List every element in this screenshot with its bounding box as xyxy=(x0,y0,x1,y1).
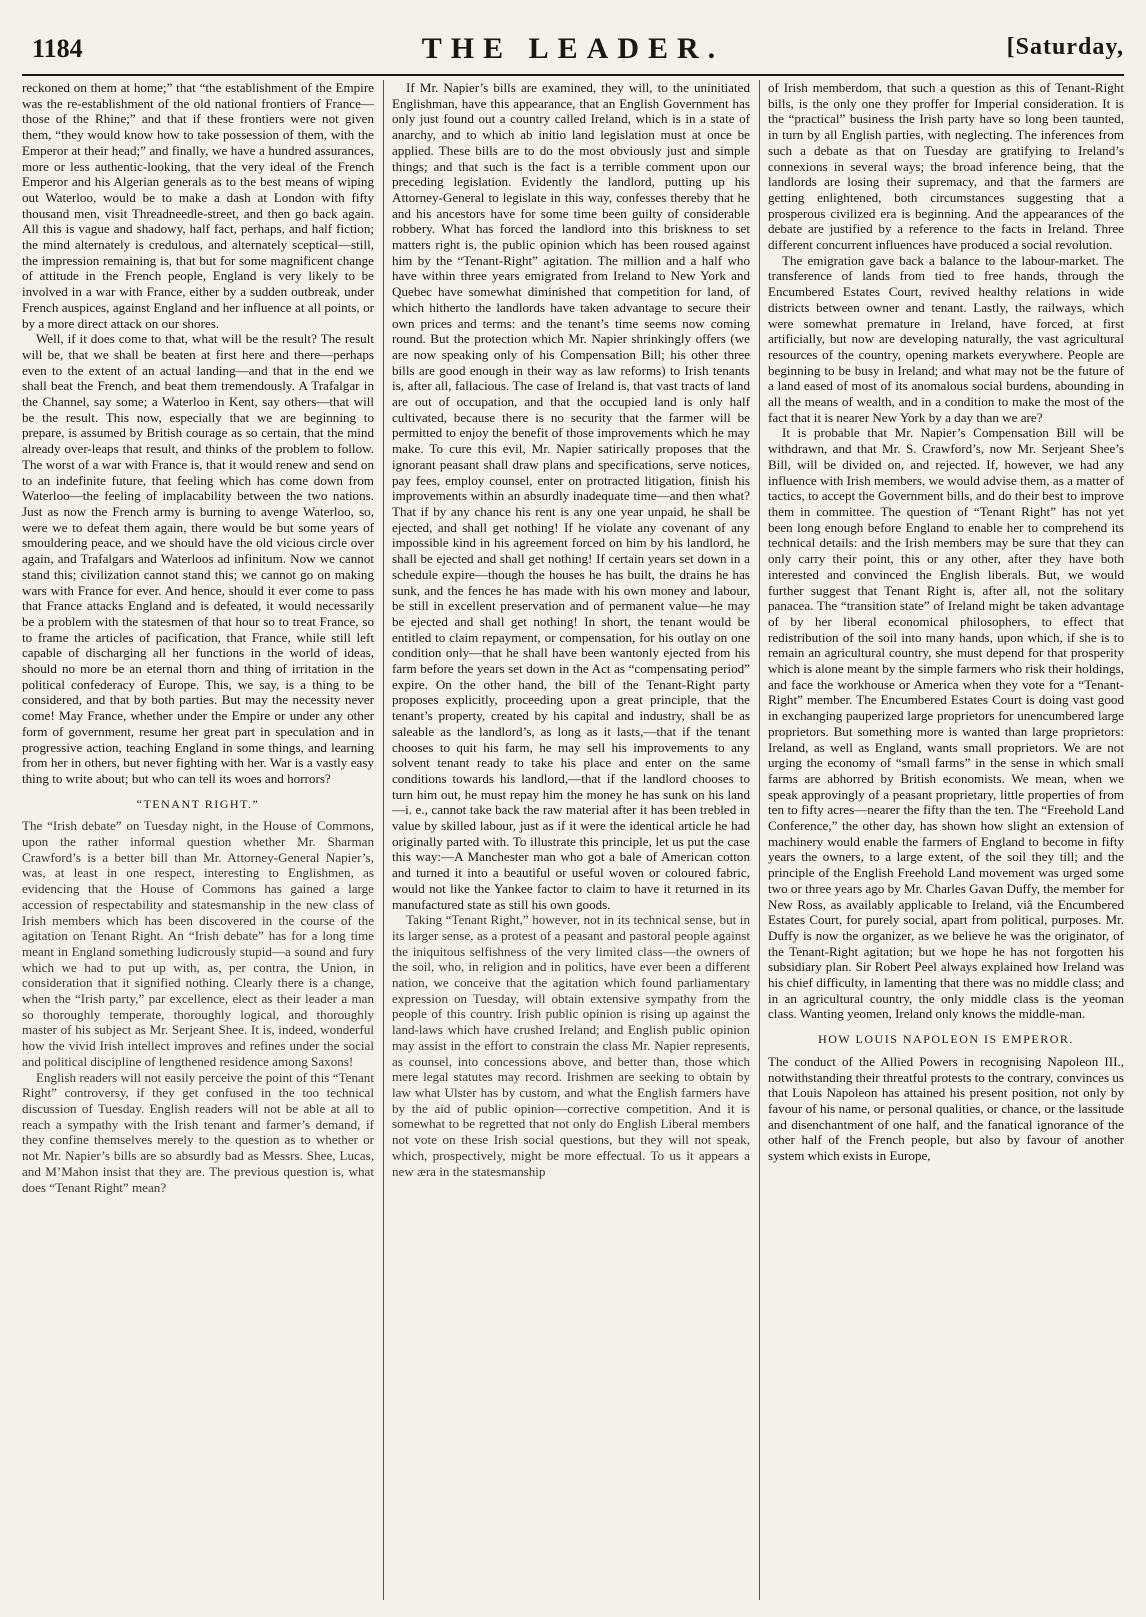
article-paragraph: Well, if it does come to that, what will be the result? The result will be, that we shall be beaten at first here and there—perhaps even to the extent of an actual landing—and that in the end we shall beat the French, and beat them tremendously. A Trafalgar in the Channel, say some; a Waterloo in Kent, say others—that will be the result. This now, especially that we are beginning to prepare, is assumed by British courage as so certain, that the mind already over-leaps that result, and thinks of the problem to follow. The worst of a war with France is, that it would renew and send on to an indefinite future, that feeling which has come down from Waterloo—the feeling of implacability between the two nations. Just as now the French army is burning to avenge Waterloo, so, were we to defeat them again, there would be but some years of smouldering peace, and we should have the old vicious circle over again, and Trafalgars and Waterloos ad infinitum. Now we cannot stand this; civilization cannot stand this; we cannot go on making wars with France for ever. And hence, should it ever come to pass that France attacks England and is defeated, it would necessarily be a problem with the statesmen of that hour so to treat France, so to frame the articles of pacification, that France, while still left capable of discharging all her functions in the world of ideas, should no more be an eternal thorn and thing of irritation in the political confederacy of Europe. This, we say, is a thing to be considered, and that by both parties. But may the necessity never come! May France, whether under the Empire or under any other form of government, resume her great part in speculation and in progressive action, teaching England in some things, and learning from her in others, but never fighting with her. War is a vastly easy thing to write about; but who can tell its woes and horrors? xyxy=(22,331,374,786)
masthead xyxy=(22,28,1124,68)
article-heading: HOW LOUIS NAPOLEON IS EMPEROR. xyxy=(818,1032,1074,1047)
article-paragraph: Taking “Tenant Right,” however, not in its technical sense, but in its larger sense, as a protest of a peasant and pastoral people against the iniquitous selfishness of the very limited class—the owners of the soil, who, in religion and in politics, have ever been a different nation, we conceive that the agitation which found parliamentary expression on Tuesday, will obtain extensive sympathy from the people of this country. Irish public opinion is rising up against the land-laws which have crushed Ireland; and English public opinion may assist in the effort to constrain the class Mr. Napier represents, as counsel, into concessions above, and better than, those which mere legal statutes may record. Irishmen are seeking to obtain by law what Ulster has by custom, and what the English farmers have by the aid of public opinion—corrective competition. And it is somewhat to be regretted that not only do English Liberal members not vote on these Irish social questions, but they will not speak, which, prospectively, might be more effectual. To us it appears a new æra in the statesmanship xyxy=(392,912,750,1179)
article-heading: “TENANT RIGHT.” xyxy=(136,796,260,811)
article-paragraph: If Mr. Napier’s bills are examined, they will, to the uninitiated Englishman, have this appearance, that an English Government has only just found out a country called Ireland, which is in a state of anarchy, and to which ab initio land legislation must at once be applied. These bills are to do the most obviously just and simple things; and that such is the fact is a terrible comment upon our preceding legislation. Evidently the landlord, putting up his Attorney-General to legislate in this way, confesses thereby that he and his ancestors have for some time been guilty of considerable robbery. What has forced the landlord into this briskness to set matters right is, the public opinion which has been roused against him by the “Tenant-Right” agitation. The million and a half who have within three years emigrated from Ireland to New York and Quebec have somewhat diminished that competition for land, of which hitherto the landlords have taken advantage to secure their own prices and terms: and the tenant’s time seems now coming round. But the protection which Mr. Napier shrinkingly offers (we are now speaking only of his Compensation Bill; his other three bills are good enough in their way as law reforms) to Irish tenants is, after all, fallacious. The case of Ireland is, that vast tracts of land are out of occupation, and that the occupied land is only half cultivated, because there is no security that the farmer will be permitted to enjoy the benefit of those improvements which he may make. To cure this evil, Mr. Napier satirically proposes that the ignorant peasant shall draw plans and specifications, serve notices, pay fees, employ counsel, enter on protracted litigation, finish his improvements within an absurdly inadequate time—and then what? That if by any chance his rent is any one year unpaid, he shall be ejected, and shall get nothing! If he violate any covenant of any impossible kind in his agreement forced on him by his landlord, he shall be ejected and shall get nothing! If certain years set down in a schedule expire—though the houses he has built, the drains he has sunk, and the fences he has made with his own money and labour, be still in excellent preservation and of permanent value—he may be ejected and shall get nothing! In short, the tenant would be entitled to claim repayment, or compensation, for his outlay on one condition only—that he shall have been wantonly ejected from his farm before the years set down in the Act as “compensating period” expire. On the other hand, the bill of the Tenant-Right party proposes explicitly, proceeding upon a great principle, that the tenant’s property, created by his capital and industry, shall be as saleable as the landlord’s, as long as it lasts,—that if the tenant chooses to quit his farm, he may sell his improvements to any solvent tenant ready to take his place and enter on the same conditions towards his landlord,—that if the landlord chooses to turn him out, he must repay him the money he has sunk on his land—i. e., cannot take back the raw material after it has been trebled in value by skilled labour, just as if it were the identical article he had originally parted with. To illustrate this principle, let us put the case this way:—A Manchester man who got a bale of American cotton and turned it into a beautiful or useful woven or coloured fabric, would not like the Yankee factor to claim to have it returned in its manufactured state as still his own goods. xyxy=(392,80,750,912)
column-divider xyxy=(759,80,760,1600)
header-rule xyxy=(22,74,1124,76)
article-paragraph: English readers will not easily perceive the point of this “Tenant Right” controversy, if they get confused in the too technical discussion of Tuesday. English readers will not be able at all to reach a sympathy with the Irish tenant and farmer’s demand, if they confine themselves merely to the question as to whether or not Mr. Napier’s bills are so absurdly bad as Messrs. Shee, Lucas, and M’Mahon insist that they are. The previous question is, what does “Tenant Right” mean? xyxy=(22,1069,374,1195)
article-paragraph: The conduct of the Allied Powers in recognising Napoleon III., notwithstanding their threatful protests to the contrary, convinces us that Louis Napoleon has attained his present position, not only by favour of his name, or personal qualities, or chance, or the lassitude and disenchantment of one half, and the fanatical ignorance of the other half of the French people, but also by favour of another system which exists in Europe, xyxy=(768,1053,1124,1164)
article-paragraph: of Irish memberdom, that such a question as this of Tenant-Right bills, is the only one they proffer for Imperial consideration. It is the “practical” business the Irish party have so long been taunted, in turn by all English parties, with neglecting. The inferences from such a debate as that on Tuesday are gratifying to Ireland’s connexions in several ways; the broad inference being, that the landlords are losing their supremacy, and that the farmers are getting enlightened, both circumstances suggesting that a prosperous civilized era is beginning. And the appearances of the debate are justified by a reference to the facts in Ireland. Three different concurrent influences have produced a social revolution. xyxy=(768,80,1124,253)
column-1 xyxy=(22,80,374,1600)
column-divider xyxy=(383,80,384,1600)
newspaper-title: THE LEADER. xyxy=(421,32,725,65)
issue-day: [Saturday, xyxy=(1006,34,1124,60)
article-paragraph: reckoned on them at home;” that “the establishment of the Empire was the re-establishment of the old national frontiers of France—those of the Rhine;” and that if these frontiers were not given them, “they would know how to take possession of them, with the Emperor at their head;” and finally, we have a hundred assurances, more or less authentic-looking, that the very ideal of the French Emperor and his Algerian generals as to the best means of wiping out Waterloo, would be to make a dash at London with fifty thousand men, visit Threadneedle-street, and then go back again. All this is vague and shadowy, half fact, perhaps, and half fiction; the mind alternately is credulous, and alternately sceptical—still, the impression remaining is, that but for some magnificent change of attitude in the French people, England is very likely to be involved in a war with France, either by a sudden outbreak, under French auspices, against England and her influence at all points, or by a more direct attack on our shores. xyxy=(22,80,374,331)
article-paragraph: It is probable that Mr. Napier’s Compensation Bill will be withdrawn, and that Mr. S. Crawford’s, now Mr. Serjeant Shee’s Bill, will be divided on, and rejected. If, however, we had any influence with Irish members, we would advise them, as a matter of tactics, to accept the Government bills, and do their best to improve them in committee. The question of “Tenant Right” has not yet been long enough before England to enable her to comprehend its technical details: and the Irish members may be sure that they can only carry their point, this or any other, after they have both interested and convinced the English liberals. But, we would further suggest that Tenant Right is, after all, not the solitary panacea. The “transition state” of Ireland might be taken advantage of by her liberal economical philosophers, to effect that redistribution of the soil into many hands, upon which, if she is to remain an agricultural country, she must depend for that prosperity which is alone meant by the simple farmers who risk their holdings, and face the workhouse or America when they vote for a “Tenant-Right” member. The Encumbered Estates Court is doing vast good in exchanging pauperized large proprietors for unencumbered large proprietors. But something more is wanted than large proprietors: Ireland, as well as England, wants small proprietors. We are not urging the economy of “small farms” in the sense in which small farms are abhorred by British economists. We mean, when we speak approvingly of a peasant proprietary, little properties of from ten to fifty acres—nearer the fifty than the ten. The “Freehold Land Conference,” the other day, has shown how slight an extension of machinery would enable the farmers of England to become in fifty years the owners, to a large extent, of the soil they till; and the principle of the English Freehold Land movement was urged some two or three years ago by Mr. Charles Gavan Duffy, the member for New Ross, as availably applicable to Ireland, viâ the Encumbered Estates Court, for purely social, apart from political, purposes. Mr. Duffy is now the organizer, as we believe he was the originator, of the Tenant-Right agitation; but we hope he has not forgotten his subsidiary plan. Sir Robert Peel always explained how Ireland was his chief difficulty, in lamenting that there was no middle class; and in an agricultural country, the only middle class is the yeoman class. Wanting yeomen, Ireland only knows the middle-man. xyxy=(768,425,1124,1022)
page-number: 1184 xyxy=(32,34,83,63)
article-paragraph: The “Irish debate” on Tuesday night, in the House of Commons, upon the rather informal question whether Mr. Sharman Crawford’s is a better bill than Mr. Attorney-General Napier’s, was, at least in one respect, interesting to Englishmen, as evidencing that the House of Commons has gained a large accession of respectability and statesmanship in the new class of Irish members which has been discovered in the course of the agitation on Tenant Right. An “Irish debate” has for a long time meant in England something ludicrously stupid—a sound and fury which we had to put up with, as, per contra, the Union, in consideration that it signified nothing. Clearly there is a change, when the “Irish party,” par excellence, elect as their leader a man so thoroughly temperate, thoroughly logical, and thoroughly master of his subject as Mr. Serjeant Shee. It is, indeed, wonderful how the vivid Irish intellect improves and refines under the social and political discipline of lengthened residence among Saxons! xyxy=(22,818,374,1069)
article-paragraph: The emigration gave back a balance to the labour-market. The transference of lands from tied to free hands, through the Encumbered Estates Court, revived healthy relations in wide districts between owner and tenant. Lastly, the railways, which were somewhat premature in Ireland, have forced, at first artificially, but now are developing naturally, the vast agricultural resources of the country, opening markets everywhere. People are beginning to be busy in Ireland; and what may not be the future of a land eased of most of its anomalous social burdens, abounding in all the means of wealth, and in a condition to make the most of the fact that it is nearer New York by a day than we are? xyxy=(768,252,1124,425)
column-2 xyxy=(392,80,750,1600)
column-3 xyxy=(768,80,1124,1600)
